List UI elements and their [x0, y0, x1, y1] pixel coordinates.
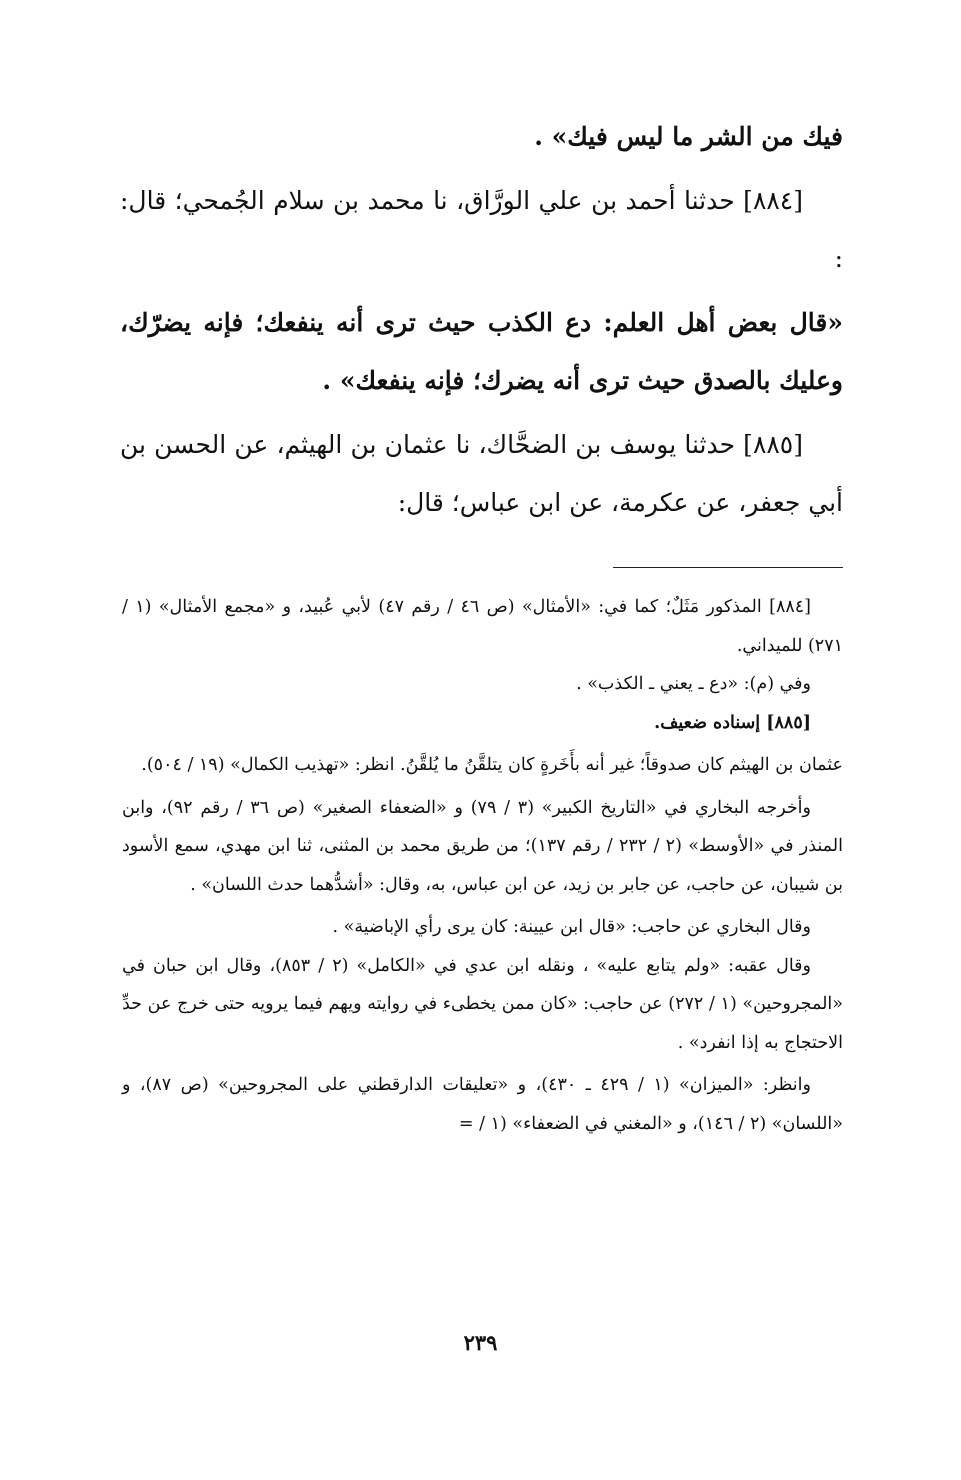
footnote-885-takhrij: وأخرجه البخاري في «التاريخ الكبير» (٣ / ٧٩) و «الضعفاء الصغير» (ص ٣٦ / رقم ٩٢)، وابن المنذر في «الأوسط» (٢ / ٢٣٢ / رقم ١٣٧)؛ من طريق محمد بن المثنى، ثنا ابن مهدي، سمع الأسود بن شيبان، عن حاجب، عن جابر بن زيد، عن ابن عباس، به، وقال: «أشدُّهما حدث اللسان» .	[122, 797, 843, 895]
main-text	[120, 108, 843, 532]
hadith-885-isnad: [٨٨٥] حدثنا يوسف بن الضحَّاك، نا عثمان بن الهيثم، عن الحسن بن أبي جعفر، عن عكرمة، عن ابن عباس؛ قال:	[120, 430, 843, 517]
footnote-884-variant: وفي (م): «دع ـ يعني ـ الكذب» .	[576, 674, 811, 694]
footnote-885-ibn-hibban: وقال عقبه: «ولم يتابع عليه» ، ونقله ابن عدي في «الكامل» (٢ / ٨٥٣)، وقال ابن حبان في «المجروحين» (١ / ٢٧٢) عن حاجب: «كان ممن يخطىء في روايته ويهم فيما يرويه حتى خرج عن حدِّ الاحتجاج به إذا انفرد» .	[122, 955, 843, 1053]
footnote-885-heading: [٨٨٥] إسناده ضعيف.	[654, 712, 811, 733]
page-number: ٢٣٩	[463, 1330, 498, 1355]
hadith-884-matn: «قال بعض أهل العلم: دع الكذب حيث ترى أنه ينفعك؛ فإنه يضرّك، وعليك بالصدق حيث ترى أنه يضرك؛ فإنه ينفعك» .	[120, 308, 843, 395]
footnotes	[122, 588, 843, 1143]
quote-continuation: فيك من الشر ما ليس فيك» .	[534, 122, 843, 151]
footnote-885-references: وانظر: «الميزان» (١ / ٤٢٩ ـ ٤٣٠)، و «تعليقات الدارقطني على المجروحين» (ص ٨٧)، و «اللسان» (٢ / ١٤٦)، و «المغني في الضعفاء» (١ / =	[122, 1075, 843, 1134]
footnote-885-bukhari: وقال البخاري عن حاجب: «قال ابن عيينة: كان يرى رأي الإباضية» .	[332, 917, 811, 937]
hadith-884-isnad: [٨٨٤] حدثنا أحمد بن علي الورَّاق، نا محمد بن سلام الجُمحي؛ قال: :	[120, 186, 843, 273]
footnote-884: [٨٨٤] المذكور مَثَلٌ؛ كما في: «الأمثال» (ص ٤٦ / رقم ٤٧) لأبي عُبيد، و «مجمع الأمثال» (١ / ٢٧١) للميداني.	[122, 597, 843, 656]
footnote-885-narrator: عثمان بن الهيثم كان صدوقاً؛ غير أنه بأَخَرةٍ كان يتلقَّنُ ما يُلقَّنُ. انظر: «تهذيب الكمال» (١٩ / ٥٠٤).	[141, 755, 843, 775]
footnote-separator	[613, 567, 843, 568]
